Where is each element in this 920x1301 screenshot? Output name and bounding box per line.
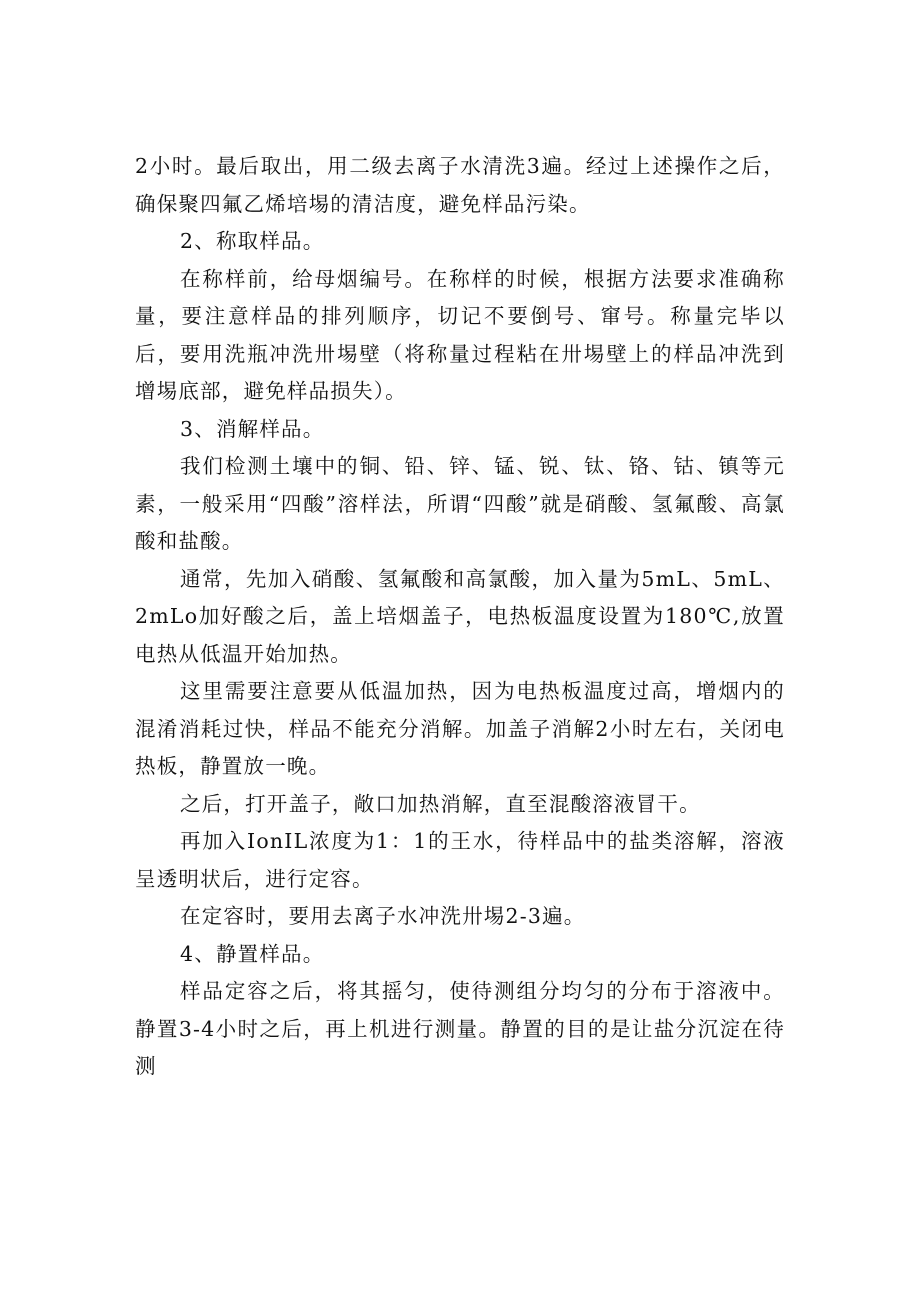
paragraph-settling: 样品定容之后，将其摇匀，使待测组分均匀的分布于溶液中。静置3-4小时之后，再上机进行测量。静置的目的是让盐分沉淀在待测 — [135, 979, 785, 1078]
paragraph-open-lid: 之后，打开盖子，敞口加热消解，直至混酸溶液冒干。 — [180, 791, 701, 816]
paragraph-low-temp-heating: 这里需要注意要从低温加热，因为电热板温度过高，增烟内的混淆消耗过快，样品不能充分消解。加盖子消解2小时左右，关闭电热板，静置放一晚。 — [135, 679, 785, 778]
heading-settle-sample: 4、静置样品。 — [180, 941, 325, 966]
document-body — [135, 148, 785, 1086]
paragraph-rinse-crucible: 在定容时，要用去离子水冲洗卅埸2-3遍。 — [180, 904, 586, 928]
paragraph-cleaning-end: 2小时。最后取出，用二级去离子水清洗3遍。经过上述操作之后，确保聚四氟乙烯培埸的清洁度，避免样品污染。 — [135, 154, 785, 216]
paragraph-aqua-regia: 再加入IonIL浓度为1：1的王水，待样品中的盐类溶解，溶液呈透明状后，进行定容。 — [135, 829, 785, 891]
paragraph-four-acid-method: 我们检测土壤中的铜、铅、锌、锰、锐、钛、铬、钴、镇等元素，一般采用“四酸”溶样法，所谓“四酸”就是硝酸、氢氟酸、高氯酸和盐酸。 — [135, 454, 785, 553]
paragraph-weighing: 在称样前，给母烟编号。在称样的时候，根据方法要求准确称量，要注意样品的排列顺序，切记不要倒号、窜号。称量完毕以后，要用洗瓶冲洗卅埸壁（将称量过程粘在卅埸壁上的样品冲洗到增埸底部，避免样品损失）。 — [135, 266, 785, 403]
heading-digest-sample: 3、消解样品。 — [180, 416, 325, 441]
paragraph-acid-addition: 通常，先加入硝酸、氢氟酸和高氯酸，加入量为5mL、5mL、2mLo加好酸之后，盖上培烟盖子，电热板温度设置为180℃,放置电热从低温开始加热。 — [135, 566, 785, 666]
heading-weigh-sample: 2、称取样品。 — [180, 229, 325, 253]
